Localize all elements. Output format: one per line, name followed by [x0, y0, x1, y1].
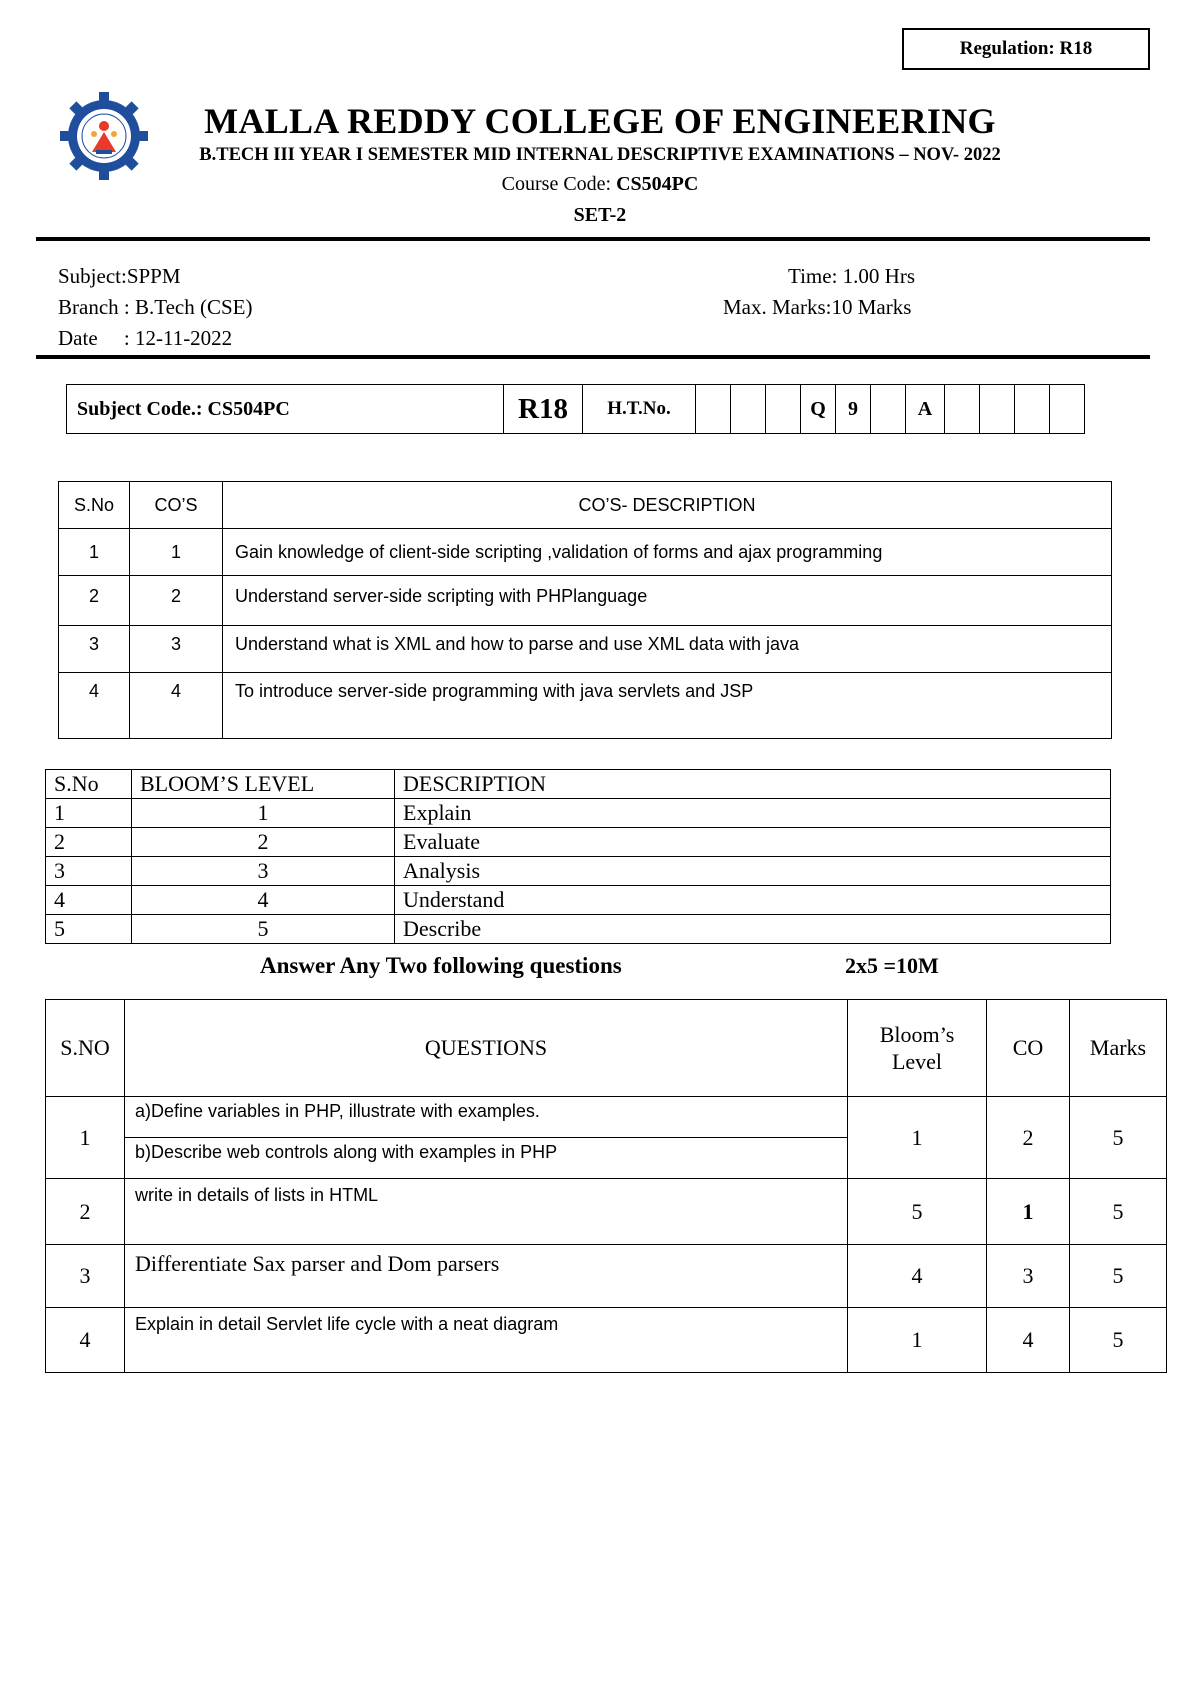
question-text: Explain in detail Servlet life cycle with a neat diagram: [125, 1308, 848, 1373]
course-outcomes-table: [58, 481, 1112, 739]
header-cell: DESCRIPTION: [395, 770, 1111, 799]
question-bloom: 1: [848, 1308, 987, 1373]
question-co: 4: [987, 1308, 1070, 1373]
header-cell-co: CO: [987, 1000, 1070, 1097]
table-cell: 3: [132, 857, 395, 886]
header-divider: [36, 237, 1150, 241]
htno-label-cell: H.T.No.: [583, 385, 696, 434]
subject-code-cell: Subject Code.: CS504PC: [67, 385, 504, 434]
table-row: [59, 576, 1112, 626]
set-number: SET-2: [573, 204, 627, 226]
table-cell: Describe: [395, 915, 1111, 944]
table-cell: 4: [132, 886, 395, 915]
time-info: Time: 1.00 Hrs: [788, 264, 915, 288]
question-text: a)Define variables in PHP, illustrate with examples.: [125, 1097, 848, 1138]
course-code-label: Course Code:: [501, 173, 617, 195]
header-cell: S.No: [46, 770, 132, 799]
question-bloom: 5: [848, 1179, 987, 1245]
header-cell-marks: Marks: [1070, 1000, 1167, 1097]
question-number: 1: [46, 1097, 125, 1179]
table-row: [46, 1308, 1167, 1373]
question-text: Differentiate Sax parser and Dom parsers: [125, 1245, 848, 1308]
subject-info: Subject:SPPM: [58, 264, 181, 288]
instructions-marks: 2x5 =10M: [845, 953, 939, 978]
table-row: [59, 529, 1112, 576]
course-code-line: [0, 173, 1200, 196]
bloom-header-line2: Level: [891, 1049, 943, 1074]
htno-digit-cell: [1050, 385, 1085, 434]
table-row: [46, 1245, 1167, 1308]
table-cell: Understand server-side scripting with PHPlanguage: [223, 576, 1112, 626]
htno-digit-cell: A: [906, 385, 945, 434]
question-marks: 5: [1070, 1245, 1167, 1308]
regulation-box: [902, 28, 1150, 70]
table-cell: 2: [132, 828, 395, 857]
table-row: [46, 857, 1111, 886]
table-cell: Gain knowledge of client-side scripting ,validation of forms and ajax programming: [223, 529, 1112, 576]
table-row: [46, 1179, 1167, 1245]
htno-digit-cell: Q: [801, 385, 836, 434]
question-marks: 5: [1070, 1097, 1167, 1179]
header-cell: BLOOM’S LEVEL: [132, 770, 395, 799]
table-cell: 4: [46, 886, 132, 915]
table-cell: 2: [46, 828, 132, 857]
table-cell: Understand what is XML and how to parse and use XML data with java: [223, 626, 1112, 673]
table-cell: 2: [130, 576, 223, 626]
htno-digit-cell: [731, 385, 766, 434]
htno-digit-cell: [1015, 385, 1050, 434]
regulation-cell: R18: [504, 385, 583, 434]
htno-digit-cell: [945, 385, 980, 434]
question-bloom: 4: [848, 1245, 987, 1308]
table-cell: Evaluate: [395, 828, 1111, 857]
table-cell: 4: [59, 673, 130, 739]
table-row: [46, 915, 1111, 944]
table-cell: 2: [59, 576, 130, 626]
htno-digit-cell: [871, 385, 906, 434]
regulation-label: Regulation: R18: [959, 38, 1093, 59]
table-cell: 1: [130, 529, 223, 576]
question-marks: 5: [1070, 1179, 1167, 1245]
table-row: [59, 673, 1112, 739]
table-cell: 1: [59, 529, 130, 576]
htno-digit-cell: [766, 385, 801, 434]
exam-title: B.TECH III YEAR I SEMESTER MID INTERNAL DESCRIPTIVE EXAMINATIONS – NOV- 2022: [199, 145, 1001, 165]
table-cell: 1: [132, 799, 395, 828]
college-name: MALLA REDDY COLLEGE OF ENGINEERING: [204, 101, 996, 141]
question-text: b)Describe web controls along with examples in PHP: [125, 1138, 848, 1179]
subject-code-table: [66, 384, 1085, 434]
question-number: 4: [46, 1308, 125, 1373]
header-cell: CO’S: [130, 482, 223, 529]
table-row: [46, 799, 1111, 828]
question-bloom: 1: [848, 1097, 987, 1179]
htno-digit-cell: [980, 385, 1015, 434]
table-row: [59, 626, 1112, 673]
table-cell: 5: [132, 915, 395, 944]
header-cell-sno: S.NO: [46, 1000, 125, 1097]
table-cell: 3: [46, 857, 132, 886]
header-cell-bloom: [848, 1000, 987, 1097]
table-header-row: [46, 770, 1111, 799]
course-code-value: CS504PC: [616, 173, 699, 195]
instructions-text: Answer Any Two following questions: [260, 953, 622, 978]
table-row: [46, 1097, 1167, 1138]
table-header-row: [46, 1000, 1167, 1097]
table-cell: To introduce server-side programming with java servlets and JSP: [223, 673, 1112, 739]
question-co: 3: [987, 1245, 1070, 1308]
date-info: Date : 12-11-2022: [58, 326, 233, 350]
max-marks-info: Max. Marks:10 Marks: [723, 295, 912, 319]
branch-info: Branch : B.Tech (CSE): [58, 295, 253, 319]
table-cell: 5: [46, 915, 132, 944]
table-cell: 3: [59, 626, 130, 673]
header-cell-questions: QUESTIONS: [125, 1000, 848, 1097]
question-marks: 5: [1070, 1308, 1167, 1373]
question-co: 1: [987, 1179, 1070, 1245]
questions-table: [45, 999, 1167, 1373]
table-cell: 1: [46, 799, 132, 828]
blooms-level-table: [45, 769, 1111, 944]
header-cell: CO’S- DESCRIPTION: [223, 482, 1112, 529]
bloom-header-line1: Bloom’s: [879, 1022, 955, 1047]
htno-digit-cell: [696, 385, 731, 434]
table-cell: Understand: [395, 886, 1111, 915]
table-cell: Analysis: [395, 857, 1111, 886]
question-text: write in details of lists in HTML: [125, 1179, 848, 1245]
header-cell: S.No: [59, 482, 130, 529]
question-co: 2: [987, 1097, 1070, 1179]
info-divider: [36, 355, 1150, 359]
htno-digit-cell: 9: [836, 385, 871, 434]
table-cell: 4: [130, 673, 223, 739]
table-cell: Explain: [395, 799, 1111, 828]
table-cell: 3: [130, 626, 223, 673]
table-row: [46, 886, 1111, 915]
question-number: 2: [46, 1179, 125, 1245]
table-row: [46, 828, 1111, 857]
question-number: 3: [46, 1245, 125, 1308]
table-header-row: [59, 482, 1112, 529]
